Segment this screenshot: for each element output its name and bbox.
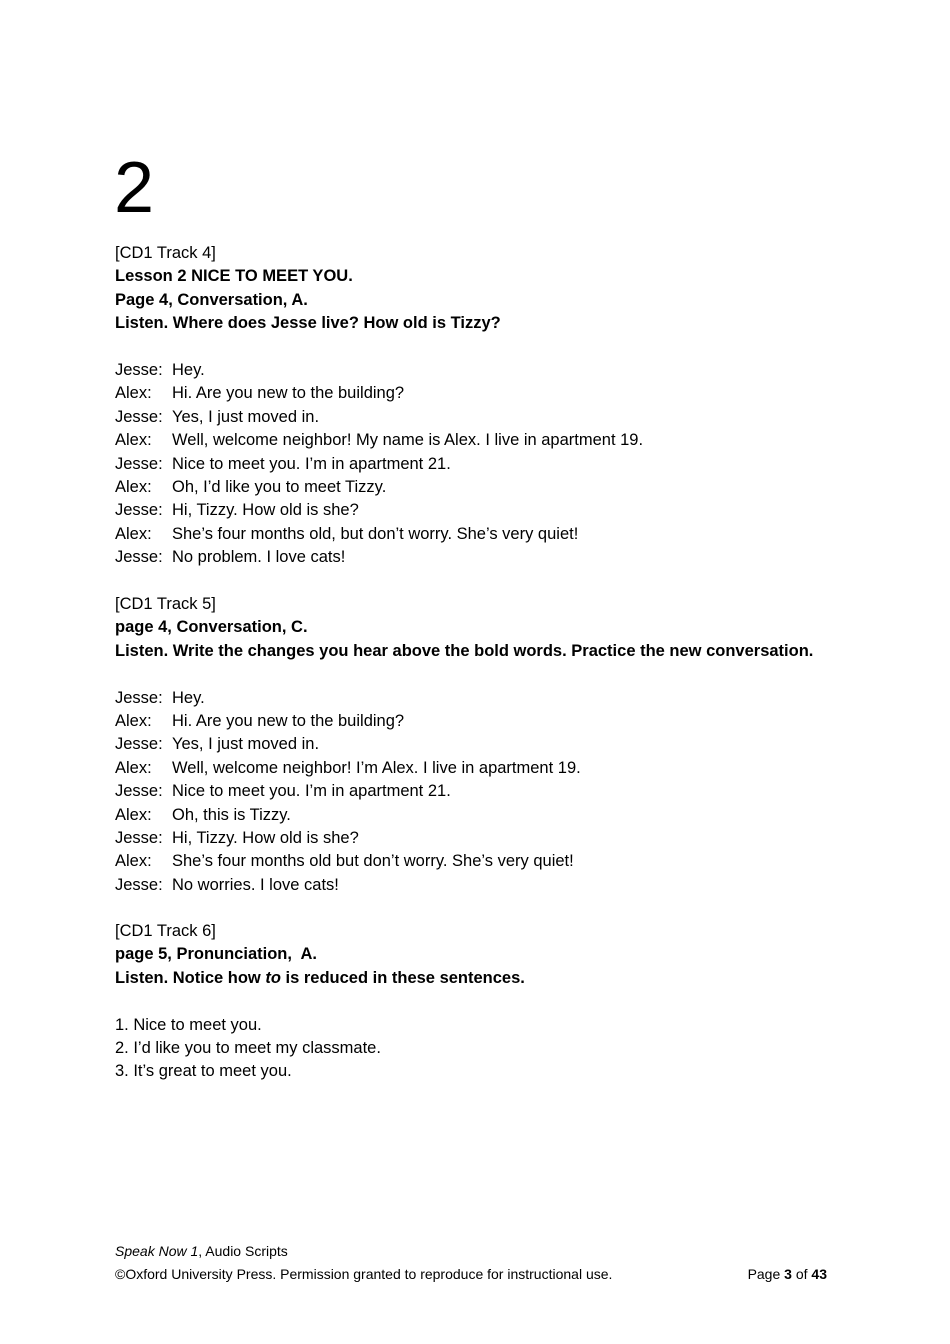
- dialogue-line: [115, 710, 855, 733]
- dialogue-line: [115, 804, 855, 827]
- utterance: Well, welcome neighbor! My name is Alex. I live in apartment 19.: [172, 431, 644, 450]
- dialogue-line: [115, 359, 855, 382]
- dialogue-line: [115, 429, 855, 452]
- utterance: Hi. Are you new to the building?: [172, 712, 405, 731]
- speaker: Alex:: [115, 712, 152, 731]
- speaker: Jesse:: [115, 501, 163, 520]
- utterance: Hey.: [172, 688, 205, 707]
- lesson-heading: Lesson 2 NICE TO MEET YOU.: [115, 267, 353, 286]
- speaker: Jesse:: [115, 829, 163, 848]
- copyright-notice: ©Oxford University Press. Permission granted to reproduce for instructional use.: [115, 1265, 613, 1282]
- activity-heading: page 5, Pronunciation, A.: [115, 945, 317, 964]
- track-label: [CD1 Track 5]: [115, 595, 216, 613]
- speaker: Alex:: [115, 524, 152, 543]
- utterance: Yes, I just moved in.: [172, 407, 320, 426]
- section-track-6: [115, 920, 855, 1084]
- dialogue-line: [115, 780, 855, 803]
- book-title: Speak Now 1: [115, 1243, 199, 1259]
- page-current: 3: [784, 1265, 792, 1282]
- speaker: Alex:: [115, 384, 152, 403]
- dialogue: [115, 359, 855, 570]
- instruction-heading: Listen. Where does Jesse live? How old is Tizzy?: [115, 314, 501, 333]
- dialogue: [115, 687, 855, 898]
- instruction-text-before: Listen. Notice how: [115, 968, 266, 987]
- dialogue-line: [115, 382, 855, 405]
- sentence-item: 2. I’d like you to meet my classmate.: [115, 1039, 381, 1058]
- speaker: Alex:: [115, 478, 152, 497]
- page-label: Page: [747, 1265, 785, 1282]
- utterance: Well, welcome neighbor! I’m Alex. I live in apartment 19.: [172, 758, 581, 777]
- speaker: Alex:: [115, 431, 152, 450]
- footer-copyright-row: [115, 1263, 827, 1286]
- dialogue-line: [115, 453, 855, 476]
- utterance: Yes, I just moved in.: [172, 735, 320, 754]
- sentence-item: 3. It’s great to meet you.: [115, 1062, 292, 1081]
- dialogue-line: [115, 733, 855, 756]
- speaker: Jesse:: [115, 454, 163, 473]
- instruction-heading: Listen. Write the changes you hear above the bold words. Practice the new conversation.: [115, 641, 814, 660]
- dialogue-line: [115, 874, 855, 897]
- utterance: Nice to meet you. I’m in apartment 21.: [172, 782, 451, 801]
- track-label: [CD1 Track 4]: [115, 244, 216, 262]
- dialogue-line: [115, 406, 855, 429]
- footer-title: [115, 1240, 288, 1263]
- utterance: Hi. Are you new to the building?: [172, 384, 405, 403]
- instruction-heading: [115, 967, 855, 990]
- utterance: No problem. I love cats!: [172, 548, 346, 567]
- section-track-5: [115, 593, 855, 897]
- book-suffix: , Audio Scripts: [198, 1243, 288, 1259]
- speaker: Jesse:: [115, 361, 163, 380]
- dialogue-line: [115, 757, 855, 780]
- dialogue-line: [115, 687, 855, 710]
- activity-heading: Page 4, Conversation, A.: [115, 290, 308, 309]
- instruction-text-after: is reduced in these sentences.: [280, 968, 525, 987]
- speaker: Jesse:: [115, 688, 163, 707]
- utterance: Hey.: [172, 361, 205, 380]
- unit-number: 2: [114, 148, 155, 228]
- dialogue-line: [115, 523, 855, 546]
- dialogue-line: [115, 850, 855, 873]
- speaker: Jesse:: [115, 875, 163, 894]
- speaker: Alex:: [115, 852, 152, 871]
- instruction-emphasis: to: [265, 968, 281, 987]
- speaker: Alex:: [115, 758, 152, 777]
- footer-title-row: [115, 1240, 827, 1263]
- page-of: of: [791, 1265, 812, 1282]
- page-number: [748, 1263, 827, 1286]
- dialogue-line: [115, 499, 855, 522]
- page-footer: [115, 1240, 827, 1285]
- page-total: 43: [811, 1265, 827, 1282]
- speaker: Jesse:: [115, 407, 163, 426]
- utterance: She’s four months old, but don’t worry. She’s very quiet!: [172, 524, 579, 543]
- dialogue-line: [115, 476, 855, 499]
- utterance: Hi, Tizzy. How old is she?: [172, 829, 359, 848]
- utterance: Nice to meet you. I’m in apartment 21.: [172, 454, 451, 473]
- utterance: She’s four months old but don’t worry. She’s very quiet!: [172, 852, 574, 871]
- dialogue-line: [115, 546, 855, 569]
- speaker: Jesse:: [115, 548, 163, 567]
- speaker: Jesse:: [115, 782, 163, 801]
- activity-heading: page 4, Conversation, C.: [115, 618, 308, 637]
- speaker: Alex:: [115, 805, 152, 824]
- speaker: Jesse:: [115, 735, 163, 754]
- dialogue-line: [115, 827, 855, 850]
- utterance: No worries. I love cats!: [172, 875, 339, 894]
- track-label: [CD1 Track 6]: [115, 922, 216, 940]
- utterance: Oh, this is Tizzy.: [172, 805, 291, 824]
- utterance: Oh, I’d like you to meet Tizzy.: [172, 478, 387, 497]
- section-track-4: [115, 242, 855, 570]
- sentence-item: 1. Nice to meet you.: [115, 1015, 262, 1034]
- utterance: Hi, Tizzy. How old is she?: [172, 501, 359, 520]
